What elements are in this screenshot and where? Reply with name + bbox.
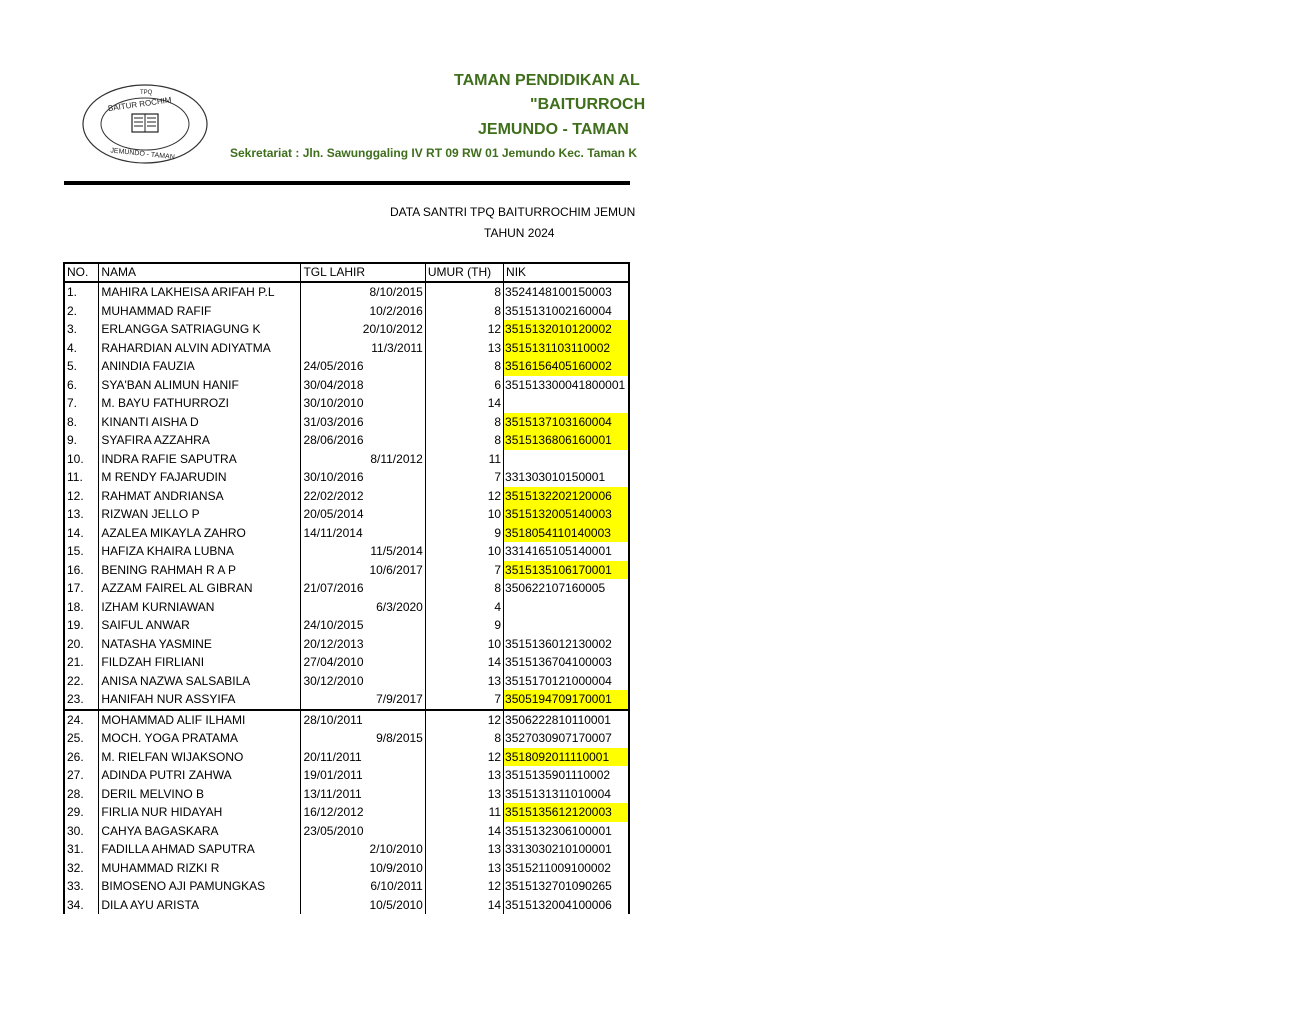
institution-subname: "BAITURROCH <box>530 96 646 113</box>
cell-umur: 13 <box>425 766 503 785</box>
table-row <box>64 840 629 859</box>
col-header-nama: NAMA <box>99 263 301 282</box>
table-row <box>64 302 629 321</box>
cell-no: 23. <box>64 690 99 710</box>
cell-umur: 13 <box>425 672 503 691</box>
cell-nama: ANINDIA FAUZIA <box>99 357 301 376</box>
cell-umur: 12 <box>425 748 503 767</box>
table-row <box>64 710 629 730</box>
cell-tgl-lahir: 23/05/2010 <box>301 822 425 841</box>
table-row <box>64 748 629 767</box>
cell-umur: 8 <box>425 413 503 432</box>
cell-umur: 13 <box>425 840 503 859</box>
cell-umur: 8 <box>425 357 503 376</box>
cell-tgl-lahir: 20/12/2013 <box>301 635 425 654</box>
table-row <box>64 394 629 413</box>
cell-tgl-lahir: 28/06/2016 <box>301 431 425 450</box>
cell-nik: 3515132701090265 <box>504 877 629 896</box>
cell-tgl-lahir: 10/2/2016 <box>301 302 425 321</box>
cell-nik: 3515132202120006 <box>504 487 629 506</box>
cell-tgl-lahir: 31/03/2016 <box>301 413 425 432</box>
cell-nama: DERIL MELVINO B <box>99 785 301 804</box>
cell-nama: RAHMAT ANDRIANSA <box>99 487 301 506</box>
cell-nik: 3515131311010004 <box>504 785 629 804</box>
cell-umur: 14 <box>425 394 503 413</box>
cell-nik: 3515136012130002 <box>504 635 629 654</box>
cell-tgl-lahir: 16/12/2012 <box>301 803 425 822</box>
cell-nik: 3515136704100003 <box>504 653 629 672</box>
table-row <box>64 487 629 506</box>
cell-no: 2. <box>64 302 99 321</box>
santri-table <box>63 262 630 914</box>
cell-umur: 9 <box>425 524 503 543</box>
cell-tgl-lahir: 6/3/2020 <box>301 598 425 617</box>
cell-no: 3. <box>64 320 99 339</box>
cell-no: 9. <box>64 431 99 450</box>
cell-umur: 6 <box>425 376 503 395</box>
table-row <box>64 635 629 654</box>
cell-nik: 3515211009100002 <box>504 859 629 878</box>
cell-nama: HAFIZA KHAIRA LUBNA <box>99 542 301 561</box>
table-row <box>64 320 629 339</box>
cell-no: 17. <box>64 579 99 598</box>
cell-umur: 12 <box>425 487 503 506</box>
cell-no: 27. <box>64 766 99 785</box>
table-row <box>64 357 629 376</box>
table-row <box>64 653 629 672</box>
cell-nama: FILDZAH FIRLIANI <box>99 653 301 672</box>
cell-nik: 3313030210100001 <box>504 840 629 859</box>
cell-no: 11. <box>64 468 99 487</box>
table-row <box>64 729 629 748</box>
table-row <box>64 524 629 543</box>
cell-nik <box>504 598 629 617</box>
table-row <box>64 803 629 822</box>
table-row <box>64 431 629 450</box>
table-row <box>64 413 629 432</box>
cell-nik: 3515131103110002 <box>504 339 629 358</box>
table-body <box>64 282 629 914</box>
table-row <box>64 690 629 710</box>
cell-nama: MOHAMMAD ALIF ILHAMI <box>99 710 301 730</box>
institution-name: TAMAN PENDIDIKAN AL <box>454 72 640 89</box>
cell-nama: NATASHA YASMINE <box>99 635 301 654</box>
cell-nama: SYA'BAN ALIMUN HANIF <box>99 376 301 395</box>
table-row <box>64 505 629 524</box>
cell-nik: 3515131002160004 <box>504 302 629 321</box>
cell-nama: M. RIELFAN WIJAKSONO <box>99 748 301 767</box>
cell-no: 18. <box>64 598 99 617</box>
cell-nama: KINANTI AISHA D <box>99 413 301 432</box>
cell-umur: 9 <box>425 616 503 635</box>
table-row <box>64 616 629 635</box>
logo-text-bottom: JEMUNDO - TAMAN <box>109 147 176 162</box>
cell-tgl-lahir: 20/10/2012 <box>301 320 425 339</box>
cell-nik <box>504 616 629 635</box>
cell-nik: 350622107160005 <box>504 579 629 598</box>
table-row <box>64 672 629 691</box>
cell-nama: SAIFUL ANWAR <box>99 616 301 635</box>
cell-nik: 3515132004100006 <box>504 896 629 915</box>
cell-umur: 4 <box>425 598 503 617</box>
cell-umur: 10 <box>425 635 503 654</box>
cell-nik <box>504 450 629 469</box>
cell-no: 28. <box>64 785 99 804</box>
document-year: TAHUN 2024 <box>484 226 555 240</box>
cell-no: 15. <box>64 542 99 561</box>
cell-nik: 3515170121000004 <box>504 672 629 691</box>
cell-no: 8. <box>64 413 99 432</box>
cell-nama: ADINDA PUTRI ZAHWA <box>99 766 301 785</box>
cell-tgl-lahir: 6/10/2011 <box>301 877 425 896</box>
cell-tgl-lahir: 30/12/2010 <box>301 672 425 691</box>
cell-umur: 10 <box>425 505 503 524</box>
cell-umur: 13 <box>425 339 503 358</box>
cell-tgl-lahir: 10/5/2010 <box>301 896 425 915</box>
cell-tgl-lahir: 14/11/2014 <box>301 524 425 543</box>
cell-tgl-lahir: 8/10/2015 <box>301 282 425 302</box>
table-header-row <box>64 263 629 282</box>
cell-nik: 351513300041800001 <box>504 376 629 395</box>
cell-nik: 3506222810110001 <box>504 710 629 730</box>
cell-no: 34. <box>64 896 99 915</box>
cell-nama: MUHAMMAD RAFIF <box>99 302 301 321</box>
cell-umur: 8 <box>425 282 503 302</box>
logo-text-small: TPQ <box>140 90 153 96</box>
cell-nama: BIMOSENO AJI PAMUNGKAS <box>99 877 301 896</box>
table-row <box>64 877 629 896</box>
cell-nama: AZZAM FAIREL AL GIBRAN <box>99 579 301 598</box>
cell-nik <box>504 394 629 413</box>
cell-umur: 11 <box>425 803 503 822</box>
cell-nik: 3516156405160002 <box>504 357 629 376</box>
cell-nama: MUHAMMAD RIZKI R <box>99 859 301 878</box>
cell-nik: 3505194709170001 <box>504 690 629 710</box>
cell-no: 22. <box>64 672 99 691</box>
cell-no: 19. <box>64 616 99 635</box>
cell-no: 12. <box>64 487 99 506</box>
table-row <box>64 450 629 469</box>
cell-nama: ERLANGGA SATRIAGUNG K <box>99 320 301 339</box>
cell-tgl-lahir: 30/10/2016 <box>301 468 425 487</box>
cell-nama: HANIFAH NUR ASSYIFA <box>99 690 301 710</box>
cell-tgl-lahir: 9/8/2015 <box>301 729 425 748</box>
cell-nama: MAHIRA LAKHEISA ARIFAH P.L <box>99 282 301 302</box>
cell-nama: SYAFIRA AZZAHRA <box>99 431 301 450</box>
cell-umur: 7 <box>425 690 503 710</box>
cell-nama: IZHAM KURNIAWAN <box>99 598 301 617</box>
cell-nik: 3515132005140003 <box>504 505 629 524</box>
cell-umur: 14 <box>425 822 503 841</box>
cell-umur: 11 <box>425 450 503 469</box>
document-title: DATA SANTRI TPQ BAITURROCHIM JEMUN <box>390 205 636 219</box>
cell-nik: 3518054110140003 <box>504 524 629 543</box>
cell-nama: FIRLIA NUR HIDAYAH <box>99 803 301 822</box>
table-row <box>64 561 629 580</box>
cell-tgl-lahir: 24/05/2016 <box>301 357 425 376</box>
cell-tgl-lahir: 10/6/2017 <box>301 561 425 580</box>
col-header-tgl-lahir: TGL LAHIR <box>301 263 425 282</box>
cell-tgl-lahir: 20/05/2014 <box>301 505 425 524</box>
col-header-nik: NIK <box>504 263 629 282</box>
cell-no: 31. <box>64 840 99 859</box>
cell-nik: 3518092011110001 <box>504 748 629 767</box>
table-row <box>64 785 629 804</box>
cell-tgl-lahir: 30/04/2018 <box>301 376 425 395</box>
cell-nik: 3515132306100001 <box>504 822 629 841</box>
table-row <box>64 468 629 487</box>
cell-umur: 10 <box>425 542 503 561</box>
table-row <box>64 376 629 395</box>
cell-nik: 3515137103160004 <box>504 413 629 432</box>
cell-nik: 3524148100150003 <box>504 282 629 302</box>
cell-nik: 3527030907170007 <box>504 729 629 748</box>
cell-nik: 3515135612120003 <box>504 803 629 822</box>
cell-no: 6. <box>64 376 99 395</box>
cell-tgl-lahir: 24/10/2015 <box>301 616 425 635</box>
cell-umur: 14 <box>425 653 503 672</box>
cell-nama: AZALEA MIKAYLA ZAHRO <box>99 524 301 543</box>
cell-umur: 14 <box>425 896 503 915</box>
cell-tgl-lahir: 20/11/2011 <box>301 748 425 767</box>
cell-nik: 3515132010120002 <box>504 320 629 339</box>
cell-no: 10. <box>64 450 99 469</box>
cell-nama: M. BAYU FATHURROZI <box>99 394 301 413</box>
cell-no: 30. <box>64 822 99 841</box>
table-row <box>64 859 629 878</box>
cell-nama: M RENDY FAJARUDIN <box>99 468 301 487</box>
logo-text-top: BAITUR ROCHIM <box>107 95 173 114</box>
table-row <box>64 579 629 598</box>
table-row <box>64 282 629 302</box>
table-row <box>64 896 629 915</box>
cell-no: 20. <box>64 635 99 654</box>
santri-table-container <box>63 262 630 946</box>
cell-tgl-lahir: 30/10/2010 <box>301 394 425 413</box>
cell-no: 4. <box>64 339 99 358</box>
table-row <box>64 822 629 841</box>
cell-umur: 13 <box>425 785 503 804</box>
cell-tgl-lahir: 11/5/2014 <box>301 542 425 561</box>
cell-nama: RAHARDIAN ALVIN ADIYATMA <box>99 339 301 358</box>
cell-tgl-lahir: 8/11/2012 <box>301 450 425 469</box>
cell-no: 5. <box>64 357 99 376</box>
cell-umur: 13 <box>425 859 503 878</box>
cell-nik: 331303010150001 <box>504 468 629 487</box>
cell-umur: 8 <box>425 729 503 748</box>
cell-tgl-lahir: 11/3/2011 <box>301 339 425 358</box>
cell-no: 32. <box>64 859 99 878</box>
cell-no: 33. <box>64 877 99 896</box>
cell-no: 14. <box>64 524 99 543</box>
cell-no: 13. <box>64 505 99 524</box>
letterhead <box>0 0 646 180</box>
cell-tgl-lahir: 28/10/2011 <box>301 710 425 730</box>
cell-tgl-lahir: 2/10/2010 <box>301 840 425 859</box>
cell-umur: 12 <box>425 320 503 339</box>
col-header-no: NO. <box>64 263 99 282</box>
cell-umur: 8 <box>425 302 503 321</box>
cell-nama: CAHYA BAGASKARA <box>99 822 301 841</box>
cell-nama: RIZWAN JELLO P <box>99 505 301 524</box>
cell-no: 24. <box>64 710 99 730</box>
institution-location: JEMUNDO - TAMAN <box>478 121 629 138</box>
table-row <box>64 766 629 785</box>
cell-no: 7. <box>64 394 99 413</box>
cell-umur: 7 <box>425 561 503 580</box>
cell-tgl-lahir: 13/11/2011 <box>301 785 425 804</box>
cell-tgl-lahir: 10/9/2010 <box>301 859 425 878</box>
cell-no: 29. <box>64 803 99 822</box>
cell-nama: INDRA RAFIE SAPUTRA <box>99 450 301 469</box>
cell-tgl-lahir: 21/07/2016 <box>301 579 425 598</box>
cell-tgl-lahir: 7/9/2017 <box>301 690 425 710</box>
cell-umur: 12 <box>425 877 503 896</box>
cell-nama: BENING RAHMAH R A P <box>99 561 301 580</box>
cell-tgl-lahir: 27/04/2010 <box>301 653 425 672</box>
cell-nama: ANISA NAZWA SALSABILA <box>99 672 301 691</box>
cell-nama: DILA AYU ARISTA <box>99 896 301 915</box>
table-row <box>64 339 629 358</box>
cell-no: 16. <box>64 561 99 580</box>
cell-nama: FADILLA AHMAD SAPUTRA <box>99 840 301 859</box>
cell-nik: 3515135901110002 <box>504 766 629 785</box>
secretariat-address: Sekretariat : Jln. Sawunggaling IV RT 09 RW 01 Jemundo Kec. Taman K <box>230 146 637 160</box>
cell-umur: 8 <box>425 431 503 450</box>
cell-tgl-lahir: 22/02/2012 <box>301 487 425 506</box>
header-divider <box>64 181 630 185</box>
cell-nik: 3314165105140001 <box>504 542 629 561</box>
cell-nik: 3515136806160001 <box>504 431 629 450</box>
cell-no: 26. <box>64 748 99 767</box>
cell-no: 25. <box>64 729 99 748</box>
col-header-umur: UMUR (TH) <box>425 263 503 282</box>
cell-tgl-lahir: 19/01/2011 <box>301 766 425 785</box>
cell-nama: MOCH. YOGA PRATAMA <box>99 729 301 748</box>
cell-umur: 8 <box>425 579 503 598</box>
table-row <box>64 598 629 617</box>
table-row <box>64 542 629 561</box>
cell-umur: 12 <box>425 710 503 730</box>
cell-umur: 7 <box>425 468 503 487</box>
cell-no: 1. <box>64 282 99 302</box>
cell-no: 21. <box>64 653 99 672</box>
cell-nik: 3515135106170001 <box>504 561 629 580</box>
